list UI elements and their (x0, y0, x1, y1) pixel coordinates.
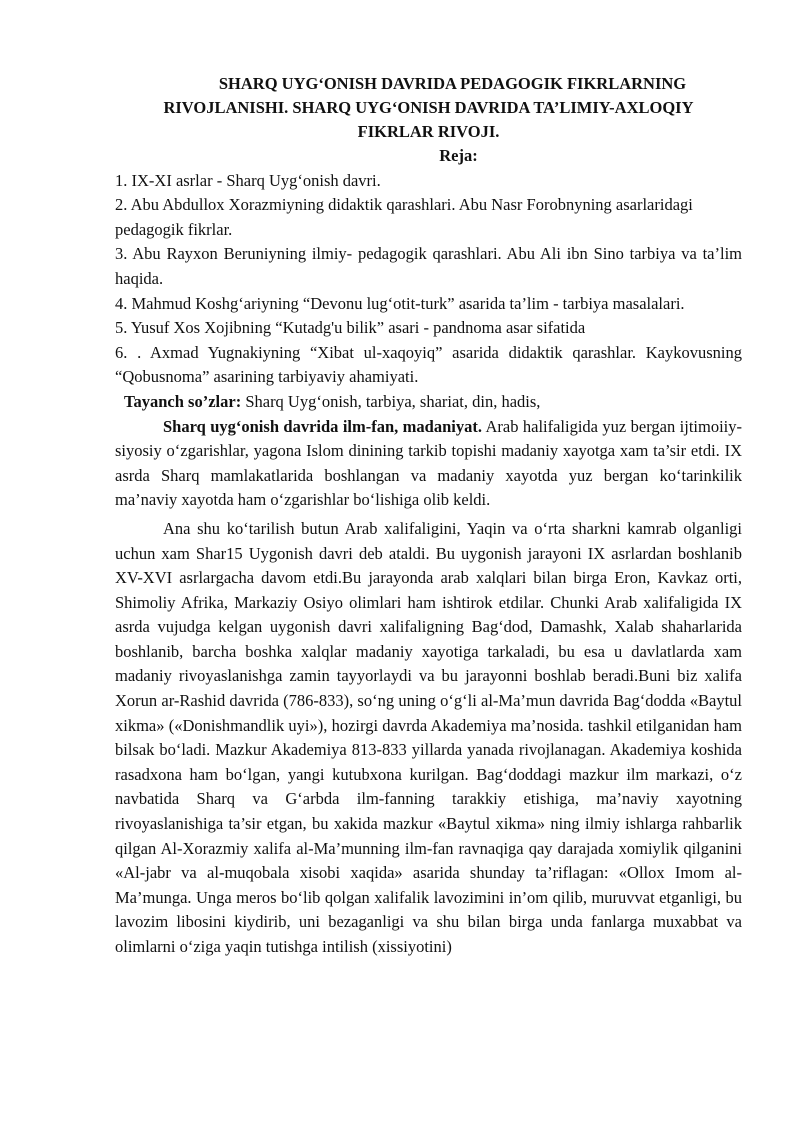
plan-item-3: 3. Abu Rayxon Beruniyning ilmiy- pedagogik qarashlari. Abu Ali ibn Sino tarbiya va ta’lim haqida. (115, 244, 742, 288)
title-line-1: SHARQ UYG‘ONISH DAVRIDA PEDAGOGIK FIKRLARNING (218, 74, 687, 93)
document-page (115, 72, 742, 960)
plan-item-2: 2. Abu Abdullox Xorazmiyning didaktik qarashlari. Abu Nasr Forobnyning asarlaridagi pedagogik fikrlar. (115, 195, 693, 239)
paragraph-1-text: Arab halifaligida yuz bergan ijtimoiiy-siyosiy o‘zgarishlar, yagona Islom dinining tarkib topishi madaniy xayotga xam ta’sir etdi. IX asrda Sharq mamlakatlarida boshlangan va madaniy xayotda yuz bergan ko‘tarinkilik ma’naviy xayotda ham o‘zgarishlar bo‘lishiga olib keldi. (115, 416, 742, 510)
plan-item-4: 4. Mahmud Koshg‘ariyning “Devonu lug‘otit-turk” asarida ta’lim - tarbiya masalalari. (115, 293, 685, 313)
plan-item-1: 1. IX-XI asrlar - Sharq Uyg‘onish davri. (115, 170, 381, 190)
title-line-2: RIVOJLANISHI. SHARQ UYG‘ONISH DAVRIDA TA’LIMIY-AXLOQIY (163, 98, 694, 117)
plan-item-6: 6. . Axmad Yugnakiyning “Xibat ul-xaqoyiq” asarida didaktik qarashlar. Kaykovusning “Qobusnoma” asarining tarbiyaviy ahamiyati. (115, 342, 742, 387)
document-title (115, 72, 742, 144)
plan-item-5: 5. Yusuf Xos Xojibning “Kutadg'u bilik” asari - pandnoma asar sifatida (115, 318, 586, 338)
title-line-3: FIKRLAR RIVOJI. (357, 122, 500, 141)
paragraph-1 (115, 415, 742, 513)
keywords-text: Sharq Uyg‘onish, tarbiya, shariat, din, hadis, (241, 391, 541, 411)
plan-heading: Reja: (439, 146, 478, 165)
keywords-label: Tayanch so’zlar: (124, 391, 242, 411)
paragraph-1-heading: Sharq uyg‘onish davrida ilm-fan, madaniyat. (163, 416, 482, 436)
paragraph-2: Ana shu ko‘tarilish butun Arab xalifaligini, Yaqin va o‘rta sharkni kamrab olganligi uchun xam Shar15 Uygonish davri deb ataldi. Bu uygonish jarayoni IX asrlardan boshlanib XV-XVI asrlargacha davom etdi.Bu jarayonda arab xalqlari bilan birga Eron, Kavkaz orti, Shimoliy Afrika, Markaziy Osiyo olimlari ham ishtirok etdilar. Chunki Arab xalifaligida IX asrda vujudga kelgan uygonish davri xalifaligning Bag‘dod, Damashk, Xalab shaharlarida boshlanib, barcha boshka xalqlar madaniy xayotiga tarkaladi, bu esa u davlatlarda xam madaniy rivoyaslanishga zamin tayyorlaydi va bu jarayonni boshlab beradi.Buni biz xalifa Xorun ar-Rashid davrida (786-833), so‘ng uning o‘g‘li al-Ma’mun davrida Bag‘dodda «Baytul xikma» («Donishmandlik uyi»), hozirgi davrda Akademiya ma’nosida. tashkil etilganidan ham bilsak bo‘ladi. Mazkur Akademiya 813-833 yillarda yanada rivojlanagan. Akademiya koshida rasadxona ham bo‘lgan, yangi kutubxona kurilgan. Bag‘doddagi mazkur ilm markazi, o‘z navbatida Sharq va G‘arbda ilm-fanning tarakkiy etishiga, ma’naviy xayotning rivoyaslanishiga ta’sir etgan, bu xakida mazkur «Baytul xikma» ning ilmiy ishlarga rahbarlik qilgan Al-Xorazmiy xalifa al-Ma’munning ilm-fan ravnaqiga qay darajada xomiylik qilganini «Al-jabr va al-muqobala xisobi xaqida» asarida shunday ta’riflagan: «Ollox Imom al-Ma’munga. Unga meros bo‘lib qolgan xalifalik lavozimini in’om qilib, muruvvat etganligi, bu lavozim libosini kiydirib, uni bezaganligi va shu bilan birga unda fanlarga muxabbat va olimlarni o‘ziga yaqin tutishga intilish (xissiyotini) (115, 518, 742, 956)
keywords (115, 390, 742, 415)
